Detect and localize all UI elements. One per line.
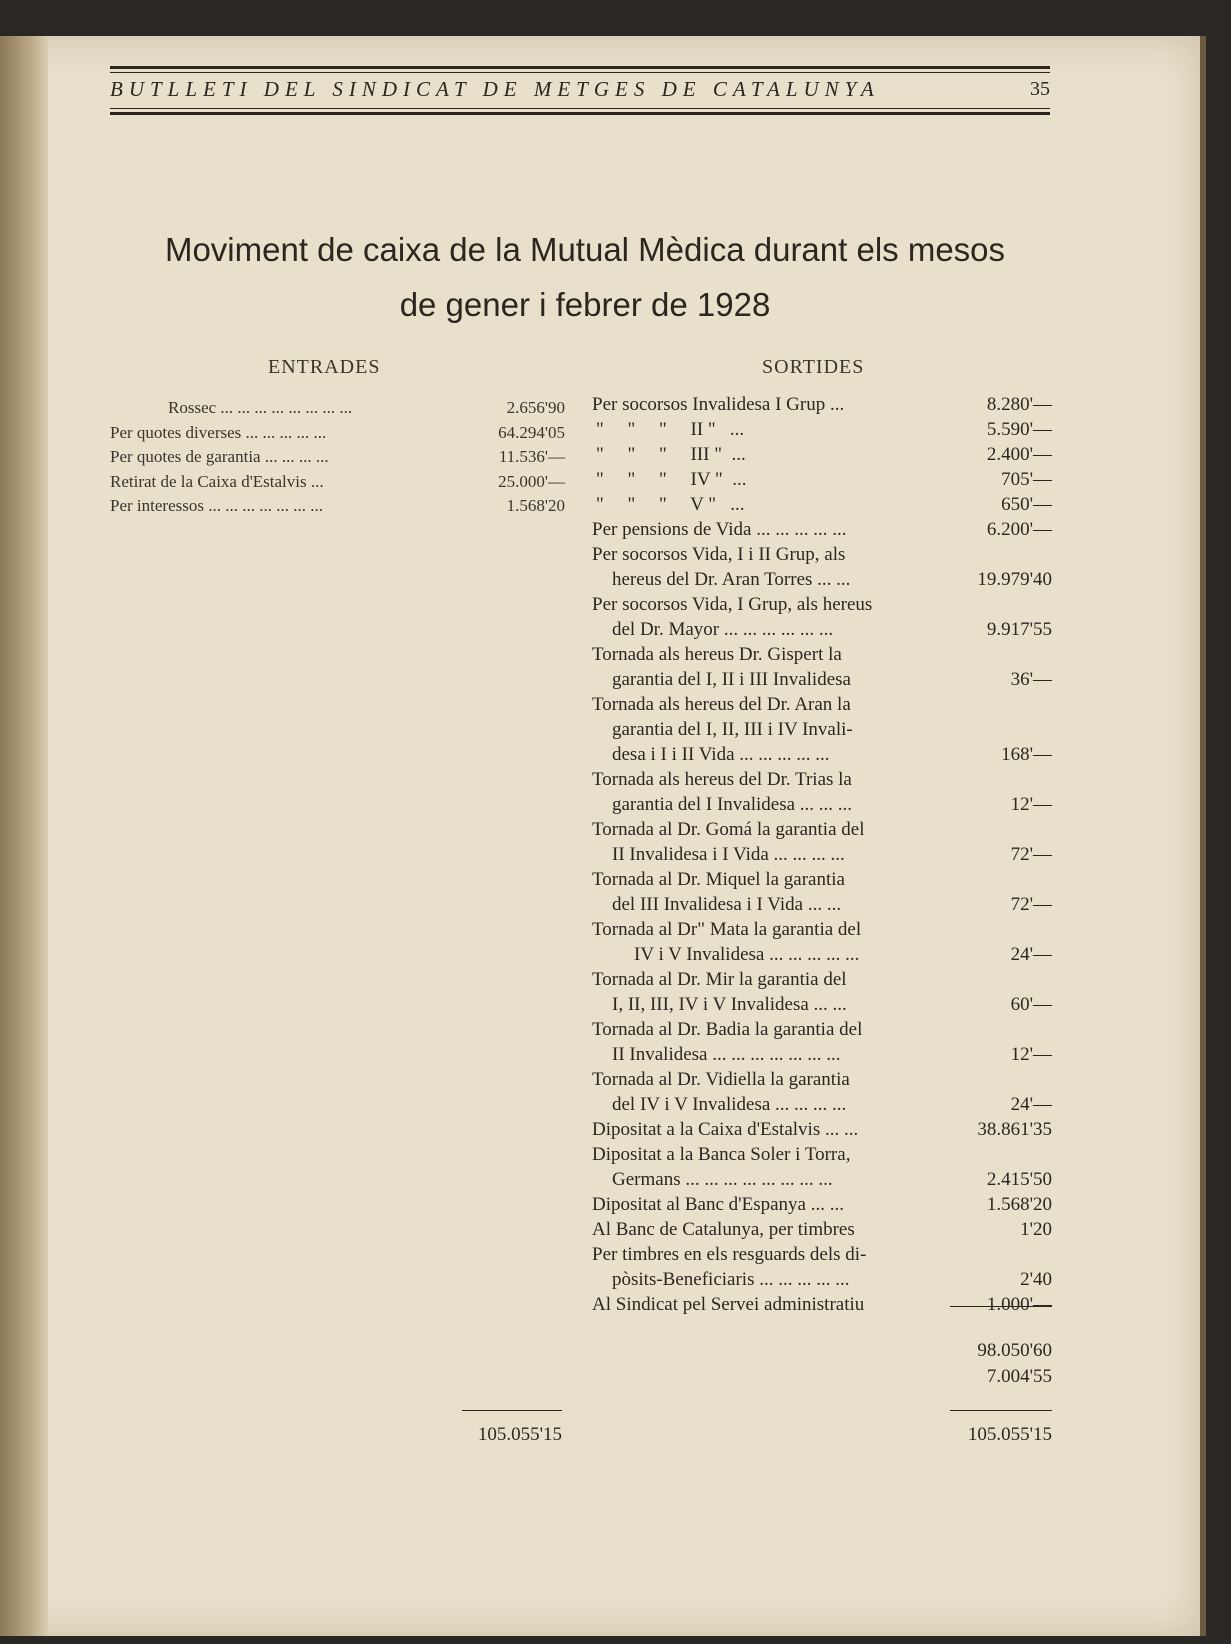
sortides-subtotal: 98.050'60	[977, 1340, 1052, 1361]
sortides-row-value: 38.861'35	[977, 1119, 1052, 1140]
sortides-row	[592, 819, 1052, 844]
book-spine	[0, 36, 48, 1636]
header-rule-top	[110, 66, 1050, 69]
sortides-row	[592, 494, 1052, 519]
sortides-heading: SORTIDES	[762, 356, 865, 378]
sortides-row	[592, 1094, 1052, 1119]
sortides-row-label: Dipositat a la Caixa d'Estalvis ... ...	[592, 1119, 859, 1140]
entrades-row-label: Per quotes diverses ... ... ... ... ...	[110, 422, 327, 442]
sortides-row-value: 24'—	[1010, 944, 1052, 965]
sortides-row-label: Per timbres en els resguards dels di-	[592, 1244, 867, 1265]
entrades-row	[110, 496, 565, 521]
sortides-row-label: del III Invalidesa i I Vida ... ...	[612, 894, 842, 915]
entrades-row-label: Per interessos ... ... ... ... ... ... ...	[110, 496, 323, 515]
sortides-row-value: 72'—	[1010, 894, 1052, 915]
sortides-row-value: 2'40	[1020, 1269, 1052, 1290]
sortides-row	[592, 1169, 1052, 1194]
sortides-row-label: Per socorsos Vida, I i II Grup, als	[592, 544, 846, 565]
sortides-row-label: Tornada al Dr" Mata la garantia del	[592, 919, 862, 940]
sortides-row	[592, 769, 1052, 794]
sortides-row	[592, 419, 1052, 444]
sortides-row	[592, 744, 1052, 769]
sortides-row	[592, 1194, 1052, 1219]
sortides-row	[592, 1069, 1052, 1094]
sortides-row	[592, 644, 1052, 669]
entrades-table	[110, 398, 565, 521]
sortides-row	[592, 1219, 1052, 1244]
sortides-row	[592, 794, 1052, 819]
sortides-row	[592, 1269, 1052, 1294]
sortides-total: 105.055'15	[967, 1424, 1052, 1445]
entrades-heading: ENTRADES	[268, 356, 381, 378]
sortides-row	[592, 844, 1052, 869]
sortides-row-label: Tornada al Dr. Mir la garantia del	[592, 969, 847, 990]
entrades-row	[110, 398, 565, 423]
entrades-row-value: 2.656'90	[506, 398, 565, 417]
sortides-row	[592, 1244, 1052, 1269]
sortides-row	[592, 694, 1052, 719]
journal-title: BUTLLETI DEL SINDICAT DE METGES DE CATALUNYA	[110, 76, 880, 101]
sortides-row-label: Dipositat al Banc d'Espanya ... ...	[592, 1194, 844, 1215]
entrades-row-label: Retirat de la Caixa d'Estalvis ...	[110, 471, 324, 491]
running-header	[110, 66, 1050, 115]
sortides-row-label: II Invalidesa ... ... ... ... ... ... ...	[612, 1044, 841, 1065]
sortides-row-label: garantia del I, II i III Invalidesa	[612, 669, 851, 690]
sortides-row-value: 1'20	[1020, 1219, 1052, 1240]
sortides-row-value: 2.400'—	[986, 444, 1052, 465]
entrades-row	[110, 423, 565, 448]
sortides-row-label: pòsits-Beneficiaris ... ... ... ... ...	[612, 1269, 850, 1290]
sortides-row-value: 36'—	[1010, 669, 1052, 690]
sortides-row-value: 12'—	[1010, 794, 1052, 815]
header-rule-bottom	[110, 112, 1050, 115]
sortides-row-label: " " " III " ...	[596, 444, 746, 465]
sortides-row	[592, 1044, 1052, 1069]
sortides-row	[592, 594, 1052, 619]
sortides-row	[592, 944, 1052, 969]
sortides-total-rule	[950, 1410, 1052, 1411]
sortides-row	[592, 669, 1052, 694]
sortides-row	[592, 544, 1052, 569]
sortides-row-value: 2.415'50	[986, 1169, 1052, 1190]
sortides-row-label: Tornada als hereus del Dr. Trias la	[592, 769, 852, 790]
sortides-row	[592, 619, 1052, 644]
sortides-row	[592, 1119, 1052, 1144]
sortides-row-label: Al Banc de Catalunya, per timbres	[592, 1219, 855, 1240]
page-title: Moviment de caixa de la Mutual Mèdica durant els mesos de gener i febrer de 1928	[164, 231, 1006, 323]
sortides-row-label: del IV i V Invalidesa ... ... ... ...	[612, 1094, 847, 1115]
entrades-row-value: 25.000'—	[498, 471, 565, 491]
sortides-row-value: 8.280'—	[986, 394, 1052, 415]
sortides-row-label: Tornada als hereus del Dr. Aran la	[592, 694, 851, 715]
sortides-row-label: desa i I i II Vida ... ... ... ... ...	[612, 744, 830, 765]
sortides-row-value: 705'—	[1001, 469, 1052, 490]
page-number: 35	[1030, 77, 1050, 100]
sortides-row-label: Tornada als hereus Dr. Gispert la	[592, 644, 842, 665]
sortides-row-label: hereus del Dr. Aran Torres ... ...	[612, 569, 851, 590]
sortides-row-value: 12'—	[1010, 1044, 1052, 1065]
sortides-row	[592, 1144, 1052, 1169]
sortides-row-label: Tornada al Dr. Miquel la garantia	[592, 869, 845, 890]
sortides-row-label: Al Sindicat pel Servei administratiu	[592, 1294, 865, 1315]
sortides-row-label: " " " IV " ...	[596, 469, 747, 490]
sortides-row-value: 72'—	[1010, 844, 1052, 865]
sortides-row	[592, 1019, 1052, 1044]
sortides-row-label: Tornada al Dr. Gomá la garantia del	[592, 819, 865, 840]
sortides-row-label: Per pensions de Vida ... ... ... ... ...	[592, 519, 847, 540]
sortides-remainder: 7.004'55	[986, 1366, 1052, 1387]
sortides-row-label: garantia del I Invalidesa ... ... ...	[612, 794, 853, 815]
sortides-row-label: IV i V Invalidesa ... ... ... ... ...	[634, 944, 860, 965]
sortides-row-value: 5.590'—	[986, 419, 1052, 440]
entrades-row-value: 11.536'—	[498, 447, 565, 466]
sortides-row-value: 1.000'—	[986, 1294, 1052, 1315]
sortides-row	[592, 394, 1052, 419]
entrades-row	[110, 447, 565, 472]
sortides-row-label: " " " V " ...	[596, 494, 745, 515]
entrades-total-rule	[462, 1410, 562, 1411]
sortides-row-label: Tornada al Dr. Badia la garantia del	[592, 1019, 863, 1040]
entrades-row-value: 1.568'20	[506, 496, 565, 515]
sortides-row-value: 168'—	[1001, 744, 1052, 765]
sortides-row	[592, 869, 1052, 894]
sortides-row-value: 6.200'—	[986, 519, 1052, 540]
sortides-row-value: 650'—	[1001, 494, 1052, 515]
sortides-row-value: 60'—	[1010, 994, 1052, 1015]
sortides-subtotal-rule	[950, 1306, 1052, 1307]
sortides-row-label: I, II, III, IV i V Invalidesa ... ...	[612, 994, 847, 1015]
sortides-row-label: Germans ... ... ... ... ... ... ... ...	[612, 1169, 833, 1190]
sortides-row	[592, 569, 1052, 594]
entrades-row-label: Rossec ... ... ... ... ... ... ... ...	[168, 398, 353, 417]
sortides-row	[592, 969, 1052, 994]
sortides-row	[592, 719, 1052, 744]
sortides-row-label: del Dr. Mayor ... ... ... ... ... ...	[612, 619, 834, 640]
sortides-row	[592, 444, 1052, 469]
sortides-row-label: " " " II " ...	[596, 419, 745, 440]
sortides-row	[592, 919, 1052, 944]
sortides-row-label: Per socorsos Invalidesa I Grup ...	[592, 394, 845, 415]
entrades-total: 105.055'15	[477, 1424, 562, 1445]
sortides-row-label: II Invalidesa i I Vida ... ... ... ...	[612, 844, 845, 865]
sortides-row-value: 9.917'55	[986, 619, 1052, 640]
sortides-row-label: Dipositat a la Banca Soler i Torra,	[592, 1144, 851, 1165]
sortides-row	[592, 469, 1052, 494]
sortides-row	[592, 519, 1052, 544]
sortides-row	[592, 894, 1052, 919]
sortides-row-value: 24'—	[1010, 1094, 1052, 1115]
sortides-table	[592, 394, 1052, 1319]
sortides-row-label: garantia del I, II, III i IV Invali-	[612, 719, 853, 740]
sortides-row-value: 1.568'20	[986, 1194, 1052, 1215]
entrades-row-value: 64.294'05	[498, 422, 565, 442]
sortides-row-label: Per socorsos Vida, I Grup, als hereus	[592, 594, 873, 615]
entrades-row	[110, 472, 565, 497]
sortides-row-value: 19.979'40	[977, 569, 1052, 590]
entrades-row-label: Per quotes de garantia ... ... ... ...	[110, 447, 329, 466]
sortides-row-label: Tornada al Dr. Vidiella la garantia	[592, 1069, 850, 1090]
sortides-row	[592, 994, 1052, 1019]
